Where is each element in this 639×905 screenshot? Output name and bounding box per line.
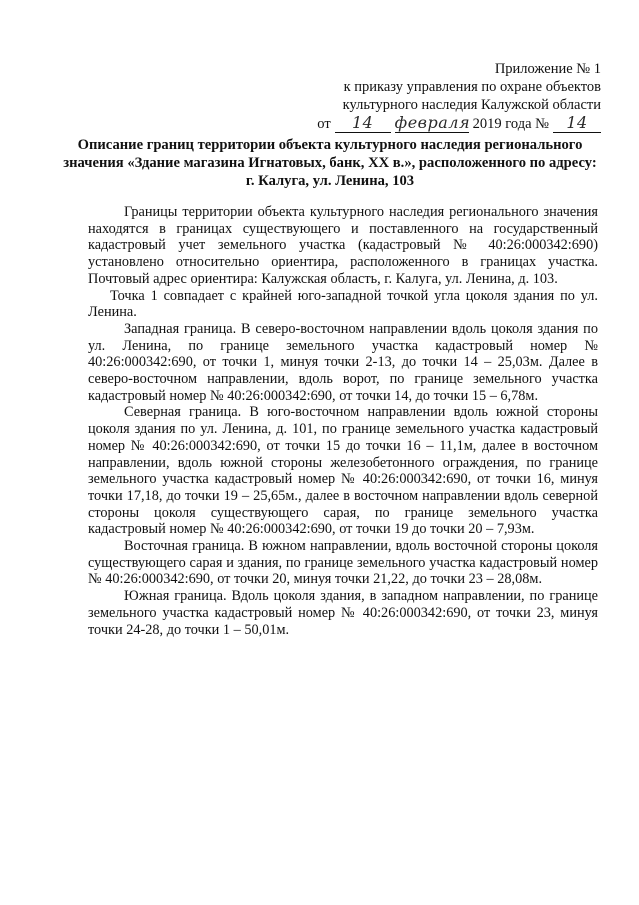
paragraph-southern-boundary: Южная граница. Вдоль цоколя здания, в западном направлении, по границе земельного участка кадастровый номер № 40:26:000342:690, от точки 23, минуя точки 24-28, до точки 1 – 50,01м. [88, 588, 598, 638]
annex-date-line [317, 114, 601, 133]
annex-title: Приложение № 1 [494, 61, 601, 77]
title-line-3: г. Калуга, ул. Ленина, 103 [245, 173, 415, 189]
paragraph-territory-boundaries: Границы территории объекта культурного наследия регионального значения находятся в границах существующего и поставленного на государственный кадастровый учет земельного участка (кадастровый № 40:26:000342:690) установлено относительно ориентира, расположенного в границах участка. Почтовый адрес ориентира: Калужская область, г. Калуга, ул. Ленина, д. 103. [88, 204, 598, 287]
annex-header [317, 60, 601, 133]
title-line-1: Описание границ территории объекта культурного наследия регионального [77, 137, 583, 153]
handwritten-day: 14 [335, 114, 391, 133]
date-prefix: от [317, 116, 331, 132]
document-title [60, 136, 600, 190]
paragraph-western-boundary: Западная граница. В северо-восточном направлении вдоль цоколя здания по ул. Ленина, по границе земельного участка кадастровый номер № 40:26:000342:690, от точки 1, минуя точки 2-13, до точки 14 – 25,03м. Далее в северо-восточном направлении, вдоль ворот, по границе земельного участка кадастровый номер № 40:26:000342:690, от точки 14, до точки 15 – 6,78м. [88, 320, 598, 404]
date-year: 2019 года № [472, 116, 549, 132]
paragraph-point-1: Точка 1 совпадает с крайней юго-западной точкой угла цоколя здания по ул. Ленина. [88, 287, 598, 321]
annex-authority: культурного наследия Калужской области [342, 97, 601, 113]
title-line-2: значения «Здание магазина Игнатовых, банк, XX в.», расположенного по адресу: [63, 155, 597, 171]
paragraph-northern-boundary: Северная граница. В юго-восточном направлении вдоль южной стороны цоколя здания по ул. Ленина, д. 101, по границе земельного участка кадастровый номер № 40:26:000342:690, от точки 15 до точки 16 – 11,1м, далее в восточном направлении, вдоль южной стороны железобетонного ограждения, по границе земельного участка кадастровый номер № 40:26:000342:690, от точки 16, минуя точки 17,18, до точки 19 – 25,65м., далее в восточном направлении вдоль северной стороны цоколя существующего сарая, по границе земельного участка кадастровый номер № 40:26:000342:690, от точки 19 до точки 20 – 7,93м. [88, 404, 598, 538]
document-body [88, 204, 598, 638]
handwritten-order-number: 14 [553, 114, 601, 133]
paragraph-eastern-boundary: Восточная граница. В южном направлении, вдоль восточной стороны цоколя существующего сарая и здания, по границе земельного участка кадастровый номер № 40:26:000342:690, от точки 20, минуя точки 21,22, до точки 23 – 28,08м. [88, 538, 598, 588]
annex-order-ref: к приказу управления по охране объектов [343, 79, 601, 95]
handwritten-month: февраля [394, 113, 471, 132]
